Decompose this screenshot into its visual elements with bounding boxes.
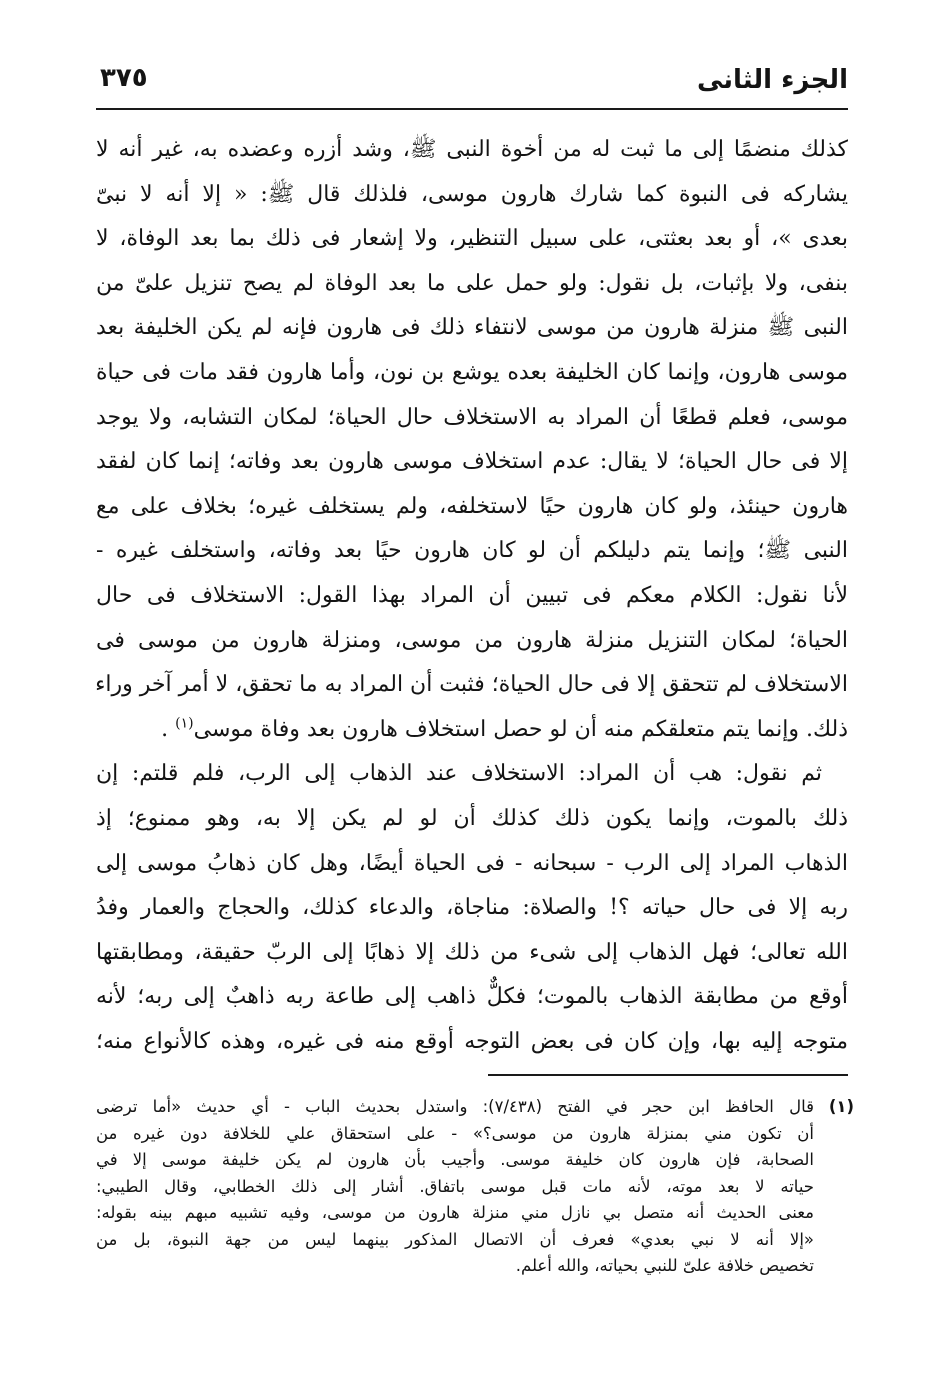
text-line: النبى ﷺ؛ وإنما يتم دليلكم أن لو كان هارون حيًا بعد وفاته، واستخلف غيره -	[96, 538, 848, 564]
text-line: النبى ﷺ منزلة هارون من موسى لانتفاء ذلك فى هارون فإنه لم يكن الخليفة بعد	[96, 315, 848, 341]
footnote-reference[interactable]: (١)	[175, 715, 194, 732]
text-line: إلا فى حال الحياة؛ لا يقال: عدم استخلاف موسى هارون بعد وفاته؛ إنما كان لفقد	[96, 449, 848, 475]
text-line: متوجه إليه بها، وإن كان فى بعض التوجه أوقع منه فى غيره، وهذه كالأنواع منه؛	[96, 1028, 848, 1054]
text-line: ذلك بالموت، وإنما يكون ذلك كذلك أن لو لم يكن إلا به، وهو ممنوع؛ إذ	[96, 805, 848, 831]
text-line: ثم نقول: هب أن المراد: الاستخلاف عند الذهاب إلى الرب، فلم قلتم: إن	[96, 761, 822, 787]
text-line: الذهاب المراد إلى الرب - سبحانه - فى الحياة أيضًا، وهل كان ذهابُ موسى إلى	[96, 850, 848, 876]
text-line: هارون حينئذ، ولو كان هارون حيًا لاستخلفه، ولم يستخلف غيره؛ بخلاف على مع	[96, 493, 848, 519]
footnote-separator	[488, 1074, 848, 1076]
footnote-body	[96, 1094, 814, 1280]
footnote-line: «إلا أنه لا نبي بعدي» فعرف أن الاتصال المذكور بينهما ليس من جهة النبوة، بل من	[96, 1229, 814, 1249]
text-line: كذلك منضمًا إلى ما ثبت له من أخوة النبى ﷺ، وشد أزره وعضده به، غير أنه لا	[96, 137, 848, 162]
text-line: الاستخلاف لم تتحقق إلا فى حال الحياة؛ فثبت أن المراد به ما تحقق، لا أمر آخر وراء	[95, 672, 848, 698]
page-number: ٣٧٥	[100, 63, 148, 93]
text-line: بعدى »، أو بعد بعثتى، على سبيل التنظير، ولا إشعار فى ذلك بما بعد الوفاة، لا	[96, 226, 848, 252]
running-header	[96, 56, 848, 110]
text-line: يشاركه فى النبوة كما شارك هارون موسى، فلذلك قال ﷺ: « إلا أنه لا نبىّ	[96, 181, 848, 207]
text-line: موسى هارون، وإنما كان الخليفة بعده يوشع بن نون، وأما هارون فقد مات فى حياة	[96, 359, 848, 385]
footnote-marker: (١)	[828, 1097, 854, 1117]
main-text	[96, 128, 848, 1064]
footnote-line: الصحابة، فإن هارون كان خليفة موسى. وأجيب بأن هارون لم يكن خليفة موسى إلا في	[96, 1150, 814, 1170]
footnote-line: معنى الحديث أنه متصل بي نازل مني منزلة هارون من موسى، وفيه تشبيه مبهم بينه بقوله:	[96, 1203, 814, 1223]
footnote-line: تخصيص خلافة علىّ للنبي بحياته، والله أعلم.	[515, 1256, 814, 1276]
text-line: ربه إلا فى حال حياته ؟! والصلاة: مناجاة، والدعاء كذلك، والحجاج والعمار وفدُ	[96, 895, 848, 921]
text-line: بنفى، ولا بإثبات، بل نقول: ولو حمل على ما بعد الوفاة لم يصح تنزيل علىّ من	[96, 270, 848, 296]
text-line-with-footnote	[96, 708, 848, 753]
footnote-section	[96, 1094, 854, 1280]
footnote-line: قال الحافظ ابن حجر في الفتح (٧/٤٣٨): واستدل بحديث الباب - أي حديث «أما ترضى	[96, 1097, 814, 1117]
paragraph-end-dot: .	[161, 716, 176, 742]
text-line: الله تعالى؛ فهل الذهاب إلى شىء من ذلك إلا ذهابًا إلى الربّ حقيقة، ومطابقتها	[96, 939, 848, 965]
book-page	[95, 56, 854, 1316]
text-line: موسى، فعلم قطعًا أن المراد به الاستخلاف حال الحياة؛ لمكان التشابه، ولا يوجد	[96, 404, 848, 430]
text-line: الحياة؛ لمكان التنزيل منزلة هارون من موسى، ومنزلة هارون من موسى فى	[96, 627, 848, 653]
text-line-content: ذلك. وإنما يتم متعلقكم منه أن لو حصل استخلاف هارون بعد وفاة موسى	[193, 716, 848, 742]
text-line: لأنا نقول: الكلام معكم فى تبيين أن المراد بهذا القول: الاستخلاف فى حال	[96, 582, 848, 608]
footnote-line: أن تكون مني بمنزلة هارون من موسى؟» - على استحقاق علي للخلافة دون غيره من	[96, 1123, 814, 1143]
chapter-title: الجزء الثانى	[696, 65, 848, 95]
text-line: أوقع من مطابقة الذهاب بالموت؛ فكلٌّ ذاهب إلى طاعة ربه ذاهبٌ إلى ربه؛ لأنه	[96, 984, 848, 1010]
footnote-line: حياته لا بعد موته، لأنه مات قبل موسى باتفاق. أشار إلى ذلك الخطابي، وقال الطيبي:	[96, 1176, 814, 1196]
